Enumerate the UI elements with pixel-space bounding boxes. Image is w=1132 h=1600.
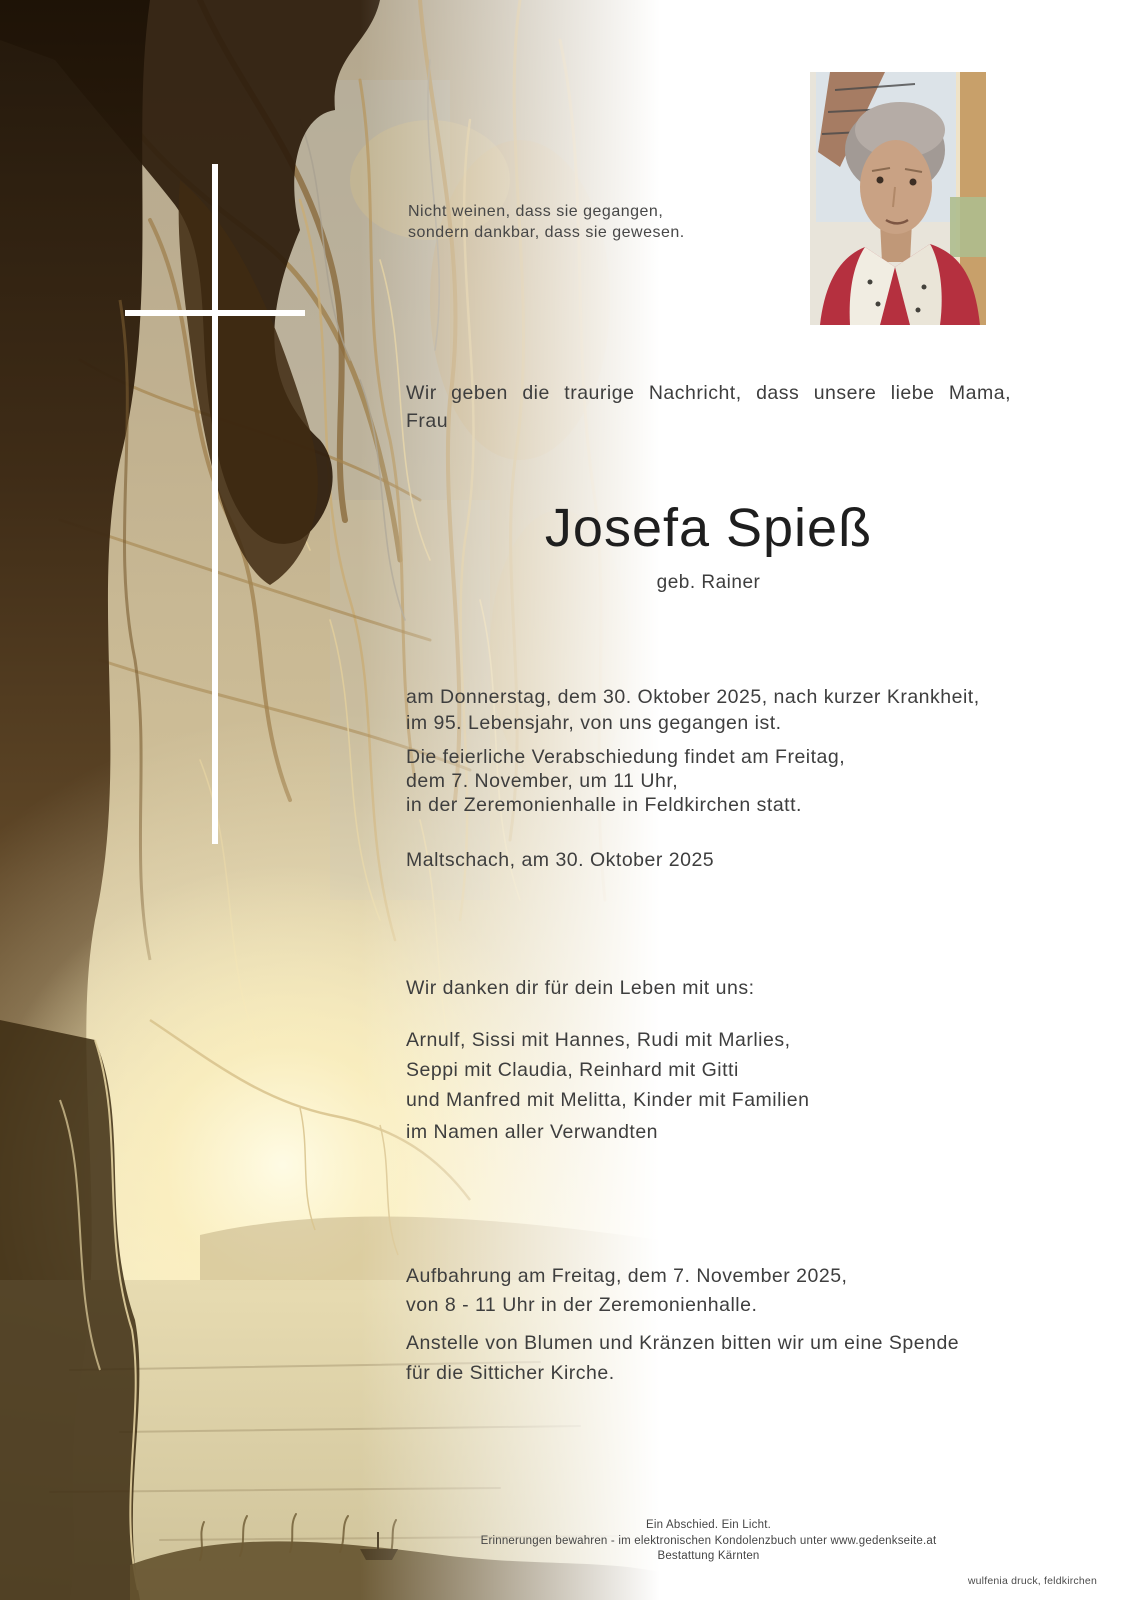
gratitude-line: Wir danken dir für dein Leben mit uns: [406,977,755,999]
announcement-text [406,379,1011,435]
death-details-line: im 95. Lebensjahr, von uns gegangen ist. [406,712,782,734]
mourners-line: Arnulf, Sissi mit Hannes, Rudi mit Marlies, [406,1029,791,1051]
quote-line: Nicht weinen, dass sie gegangen, [408,203,664,220]
announcement-line: Frau [406,410,449,432]
quote-line: sondern dankbar, dass sie gewesen. [408,224,685,241]
portrait-photo [810,72,986,325]
maiden-name: geb. Rainer [656,572,761,593]
footer-kondolenzbuch-line: Erinnerungen bewahren - im elektronischen Kondolenzbuch unter www.gedenkseite.at [480,1534,937,1547]
announcement-line: Wir geben die traurige Nachricht, dass unsere liebe Mama, [406,382,1011,404]
farewell-line: in der Zeremonienhalle in Feldkirchen statt. [406,794,802,816]
condolence-quote [408,201,685,243]
donation-request [406,1328,1031,1388]
death-details [406,684,1026,736]
footer-bestattung-line: Bestattung Kärnten [657,1550,760,1562]
place-and-date: Maltschach, am 30. Oktober 2025 [406,849,715,871]
cross-horizontal-bar [125,310,305,316]
footer-block [406,1518,1011,1565]
cross-vertical-bar [212,164,218,844]
farewell-line: dem 7. November, um 11 Uhr, [406,770,679,792]
mourners-line: Seppi mit Claudia, Reinhard mit Gitti [406,1059,739,1081]
farewell-line: Die feierliche Verabschiedung findet am Freitag, [406,746,846,768]
portrait-illustration [810,72,986,325]
death-details-line: am Donnerstag, dem 30. Oktober 2025, nach kurzer Krankheit, [406,686,980,708]
printer-credit: wulfenia druck, feldkirchen [967,1575,1097,1587]
deceased-name: Josefa Spieß [544,498,873,558]
donation-line: Anstelle von Blumen und Kränzen bitten wir um eine Spende [406,1332,960,1354]
relatives-line: im Namen aller Verwandten [406,1121,659,1143]
viewing-line: Aufbahrung am Freitag, dem 7. November 2025, [406,1265,848,1287]
donation-line: für die Sitticher Kirche. [406,1362,615,1384]
footer-abschied-line: Ein Abschied. Ein Licht. [646,1519,771,1531]
farewell-details [406,745,1026,817]
mourners-line: und Manfred mit Melitta, Kinder mit Familien [406,1089,810,1111]
deceased-name-block [406,498,1011,558]
mourners-list [406,1025,1026,1115]
viewing-details [406,1262,1026,1320]
viewing-line: von 8 - 11 Uhr in der Zeremonienhalle. [406,1294,758,1316]
